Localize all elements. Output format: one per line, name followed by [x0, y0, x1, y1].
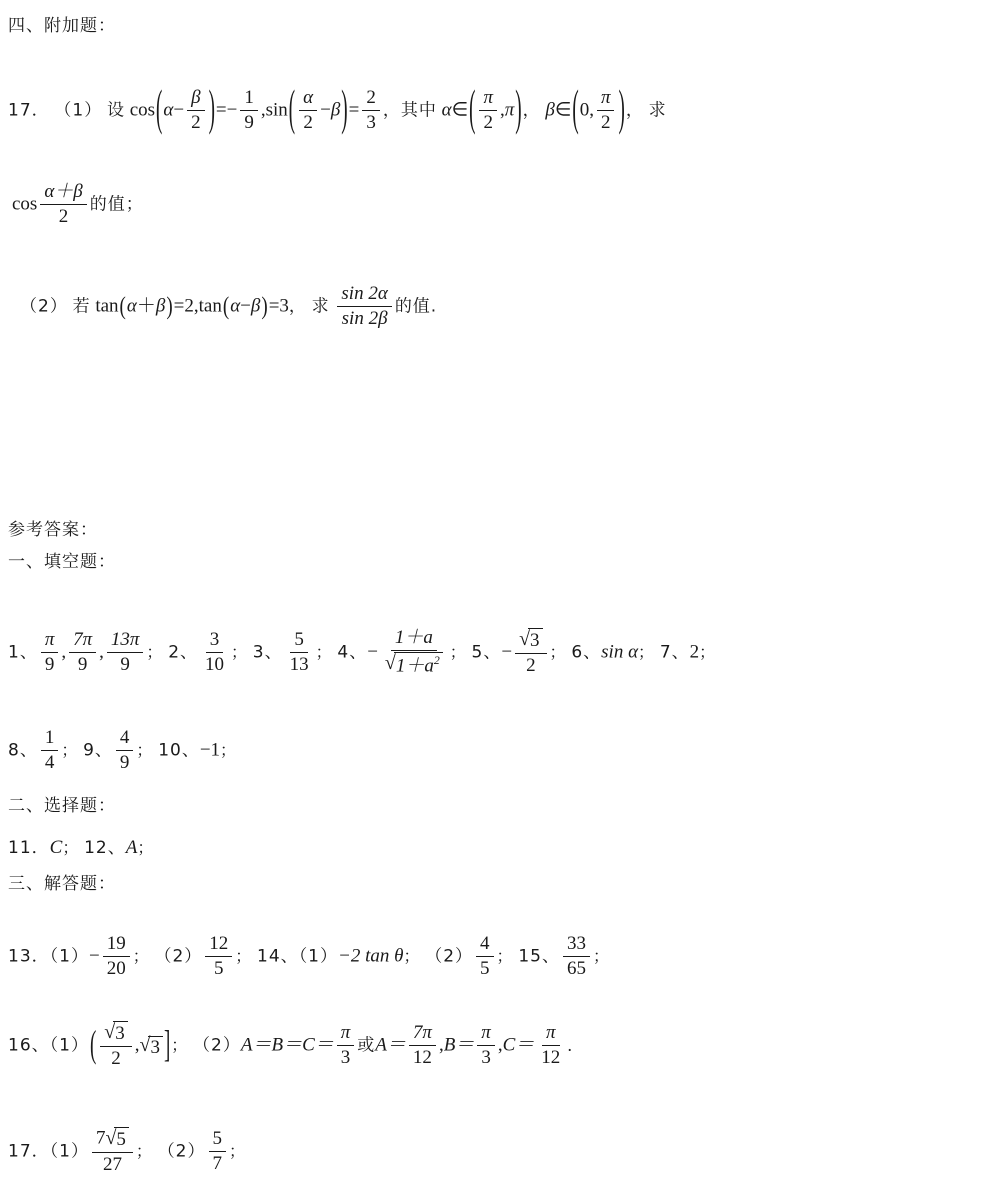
right-paren-4: ) [618, 82, 625, 138]
answer-1-f2: $\frac{7\pi}{9}$ [69, 629, 96, 676]
tan-fn-2: tan [198, 295, 222, 317]
answers-solution-line-2 [8, 1022, 584, 1071]
fraction-two-thirds: $\frac{2}{3}$ [362, 87, 380, 134]
sep-7: ； [699, 642, 717, 662]
qiu-text-1: 求 [648, 100, 667, 121]
answer-17-2: $\frac{5}{7}$ [209, 1128, 227, 1175]
answer-4-fraction: 1＋a √ $1+a^2$ [381, 627, 447, 677]
qiu-text-2: 求 [311, 296, 330, 317]
item-14-number: 14、 [257, 946, 299, 967]
answers-section-2-title: 二、选择题： [8, 796, 116, 816]
sep-14a: ； [403, 946, 421, 966]
sep-16a: ； [171, 1035, 189, 1055]
minus-3: − [240, 295, 251, 317]
comma-2: , [499, 99, 505, 121]
value-tail-2: 的值. [394, 296, 438, 317]
radical-sign-1: √ [384, 651, 396, 674]
sep-6: ； [638, 642, 656, 662]
item-1-number: 1、 [8, 642, 38, 663]
right-paren-6: ) [261, 292, 268, 321]
alpha-over-2: $\frac{\alpha}{2}$ [299, 87, 317, 134]
beta-2: β [545, 99, 555, 121]
pi-1: π [504, 99, 515, 121]
item-14-part2-tag: （2） [425, 946, 474, 967]
item-8-number: 8、 [8, 740, 38, 761]
sep-17a: ； [135, 1141, 153, 1161]
part2-tag: （2） [20, 296, 68, 317]
answer-5-sign: − [501, 641, 513, 663]
comma-16: , [134, 1034, 140, 1056]
tan-diff-value: 3 [279, 295, 289, 317]
answer-1-f1: $\frac{\pi}{9}$ [41, 629, 59, 676]
left-paren-2: ( [288, 82, 296, 138]
plus-1: ＋ [136, 295, 156, 317]
answers-section-3-title: 三、解答题： [8, 874, 116, 894]
part1-tag: （1） [54, 100, 103, 121]
item-13-number: 13． [8, 946, 50, 967]
right-paren-3: ) [515, 82, 522, 138]
sep-10: ； [220, 740, 238, 760]
tan-fn-1: tan [95, 295, 119, 317]
beta-3: β [155, 295, 166, 317]
item-17-part1-tag: （1） [49, 1141, 89, 1162]
item-17-part2-tag: （2） [157, 1141, 206, 1162]
answer-16-2-pi3: $\frac{\pi}{3}$ [337, 1022, 355, 1069]
sqrt-3-a: √ 3 [519, 628, 542, 652]
radical-sign-4: √ [139, 1033, 151, 1056]
right-paren-1: ) [208, 82, 215, 138]
right-paren-5: ) [166, 292, 173, 321]
item-10-number: 10、 [158, 740, 200, 761]
cos-fn-1: cos [129, 99, 156, 121]
comma-cjk-4: ， [288, 296, 307, 317]
left-paren-6: ( [222, 292, 230, 321]
where-text: 其中 [400, 100, 437, 121]
answer-16-2-B: B＝ [443, 1034, 475, 1056]
radical-sign-2: √ [519, 627, 531, 650]
comma-a2: , [99, 641, 104, 663]
tan-sum-value: 2, [184, 295, 199, 317]
part1-lead: 设 [106, 100, 125, 121]
item-12-number: 12、 [84, 838, 126, 858]
sep-5: ； [549, 642, 567, 662]
cos-fn-2: cos [12, 193, 38, 215]
comma-1: , [260, 99, 266, 121]
sep-13a: ； [132, 946, 150, 966]
item-16-part1-tag: （1） [49, 1035, 89, 1056]
comma-16b: , [438, 1034, 444, 1056]
fraction-one-ninth: $\frac{1}{9}$ [240, 87, 258, 134]
left-paren-5: ( [119, 292, 126, 321]
sqrt-3-c: √ 3 [140, 1036, 163, 1057]
answer-16-2-lead: A＝B＝C＝ [240, 1034, 334, 1056]
item-13-part1-tag: （1） [49, 946, 89, 967]
answer-16-2-B-frac: $\frac{\pi}{3}$ [477, 1022, 495, 1069]
sqrt-3-b: √ 3 [104, 1021, 127, 1045]
minus-2: − [320, 99, 331, 121]
equals-3: = [173, 295, 185, 317]
item-2-number: 2、 [168, 642, 199, 663]
sep-11: ； [62, 838, 80, 857]
right-bracket-16: ] [163, 1024, 171, 1067]
sep-13b: ； [235, 946, 253, 966]
end-16: ． [567, 1035, 585, 1055]
answer-7: 2 [689, 641, 700, 663]
item-9-number: 9、 [83, 740, 113, 761]
answers-fill-line-1 [8, 628, 716, 678]
problem-17-part1-line1 [8, 82, 667, 138]
answer-5-fraction: √ 3 2 [515, 628, 546, 677]
right-paren-2: ) [341, 82, 348, 138]
sep-1: ； [146, 642, 164, 662]
value-tail-1: 的值； [89, 194, 144, 215]
comma-16c: , [497, 1034, 503, 1056]
sqrt-1-plus-a2: √ $1+a^2$ [385, 652, 443, 677]
alpha-1: α [163, 99, 174, 121]
sin-fn-1: sin [265, 99, 288, 121]
equals-4: = [268, 295, 280, 317]
answer-16-2-A-frac: $\frac{7\pi}{12}$ [409, 1022, 436, 1069]
item-13-part2-tag: （2） [154, 946, 203, 967]
equals-1: = [215, 99, 227, 121]
part2-lead: 若 [72, 296, 91, 317]
problem-17-label: 17． [8, 100, 50, 121]
section-header: 四、附加题： [8, 16, 116, 36]
comma-a1: , [61, 641, 67, 663]
answers-solution-line-1 [8, 934, 610, 981]
answer-17-1: 7 √ 5 27 [92, 1127, 133, 1176]
item-17-number: 17． [8, 1141, 50, 1162]
answer-16-1-fraction: √ 3 2 [100, 1021, 131, 1070]
answer-10: −1 [199, 739, 221, 761]
left-paren-16: ( [89, 1024, 97, 1067]
answer-13-1: $\frac{19}{20}$ [103, 933, 130, 980]
answer-15: $\frac{33}{65}$ [563, 933, 590, 980]
minus-1: − [173, 99, 185, 121]
in-symbol-2: ∈ [554, 99, 572, 121]
comma-cjk-1: ， [382, 100, 401, 121]
alpha-4: α [230, 295, 241, 317]
answers-fill-line-2 [8, 728, 237, 775]
equals-2: = [348, 99, 360, 121]
sep-4: ； [449, 642, 467, 662]
answers-solution-line-3 [8, 1128, 246, 1177]
sep-15: ； [592, 946, 610, 966]
answers-section-1-title: 一、填空题： [8, 552, 116, 572]
answer-4-sign: − [367, 641, 378, 663]
answer-16-2-C-frac: $\frac{\pi}{12}$ [541, 1022, 561, 1068]
in-symbol-1: ∈ [451, 99, 469, 121]
sep-12: ； [137, 838, 155, 857]
answer-9: $\frac{4}{9}$ [116, 727, 134, 774]
radical-sign-3: √ [104, 1021, 116, 1044]
sin-ratio-fraction: $\frac{\sin 2\alpha}{\sin 2\beta}$ [337, 283, 391, 330]
answer-14-2: $\frac{4}{5}$ [476, 933, 494, 980]
zero-comma: 0, [579, 99, 594, 121]
comma-cjk-3: ， [625, 100, 644, 121]
item-4-number: 4、 [337, 642, 368, 663]
answers-title: 参考答案： [8, 520, 98, 540]
problem-17-part1-line2 [12, 182, 144, 229]
problem-17-part2-line [20, 284, 437, 331]
answer-16-2-C: C＝ [502, 1034, 535, 1056]
answer-14-1: −2 tan θ [338, 945, 404, 967]
sep-8: ； [61, 740, 79, 760]
answer-1-f3: $\frac{13\pi}{9}$ [107, 629, 144, 676]
answer-8: $\frac{1}{4}$ [41, 727, 59, 774]
item-16-number: 16、 [8, 1035, 50, 1056]
answer-11: C [49, 837, 63, 858]
sep-17b: ； [229, 1141, 247, 1161]
radical-sign-5: √ [105, 1127, 117, 1150]
item-11-number: 11． [8, 838, 50, 858]
sep-3: ； [315, 642, 333, 662]
answer-13-1-sign: − [88, 945, 100, 967]
beta-1: β [330, 99, 341, 121]
answer-16-2-A: A＝ [375, 1034, 406, 1056]
alpha-2: α [441, 99, 452, 121]
item-5-number: 5、 [471, 642, 502, 663]
comma-cjk-2: ， [522, 100, 541, 121]
left-paren-1: ( [156, 82, 163, 138]
sep-9: ； [136, 740, 154, 760]
item-14-part1-tag: （1） [298, 946, 339, 967]
item-7-number: 7、 [659, 642, 690, 663]
answer-2: $\frac{3}{10}$ [205, 628, 225, 675]
left-paren-4: ( [572, 82, 579, 138]
sep-2: ； [231, 642, 249, 662]
left-paren-3: ( [469, 82, 476, 138]
beta-over-2: $\frac{\beta}{2}$ [187, 87, 205, 134]
answer-6: sin α [601, 641, 639, 663]
half-sum-fraction: $\frac{\alpha+\beta}{2}$ [40, 181, 86, 228]
answer-13-2: $\frac{12}{5}$ [205, 933, 232, 980]
answer-3: $\frac{5}{13}$ [289, 628, 309, 675]
item-15-number: 15、 [518, 946, 560, 967]
sep-14b: ； [496, 946, 514, 966]
answer-12: A [125, 837, 138, 858]
item-16-part2-tag: （2） [193, 1035, 241, 1056]
pi-over-2-a: $\frac{\pi}{2}$ [479, 87, 497, 134]
item-3-number: 3、 [252, 642, 283, 663]
pi-over-2-b: $\frac{\pi}{2}$ [597, 87, 615, 134]
alpha-3: α [126, 295, 137, 317]
answer-16-2-or: 或 [357, 1035, 376, 1056]
answers-choice-line [8, 838, 154, 857]
beta-4: β [250, 295, 261, 317]
sqrt-5-a: √ 5 [105, 1127, 128, 1151]
neg-sign-1: − [226, 99, 238, 121]
item-6-number: 6、 [571, 642, 602, 663]
